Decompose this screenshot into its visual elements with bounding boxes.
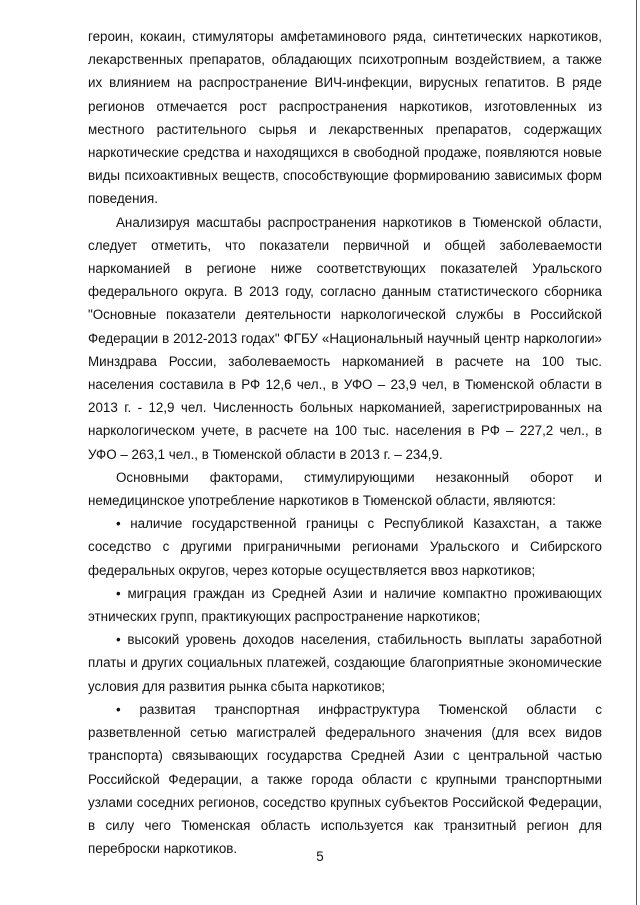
page-number: 5	[316, 849, 324, 864]
paragraph-continuation: героин, кокаин, стимуляторы амфетаминового ряда, синтетических наркотиков, лекарственных препаратов, обладающих психотропным воздействием, а также их влиянием на распространение ВИЧ-инфекции, вирусных гепатитов. В ряде регионов отмечается рост распространения наркотиков, изготовленных из местного растительного сырья и лекарственных препаратов, содержащих наркотические средства и находящихся в свободной продаже, появляются новые виды психоактивных веществ, способствующие формированию зависимых форм поведения.	[88, 29, 602, 207]
document-body	[88, 25, 602, 860]
list-item-border: • наличие государственной границы с Республикой Казахстан, а также соседство с другими приграничными регионами Уральского и Сибирского федеральных округов, через которые осуществляется ввоз наркотиков;	[88, 516, 602, 578]
paragraph-factors-intro: Основными факторами, стимулирующими незаконный оборот и немедицинское употребление наркотиков в Тюменской области, являются:	[88, 469, 602, 509]
scan-edge-line	[636, 0, 637, 905]
list-item-income: • высокий уровень доходов населения, стабильность выплаты заработной платы и других социальных платежей, создающие благоприятные экономические условия для развития рынка сбыта наркотиков;	[88, 632, 602, 694]
list-item-migration: • миграция граждан из Средней Азии и наличие компактно проживающих этнических групп, практикующих распространение наркотиков;	[88, 585, 602, 625]
paragraph-analysis: Анализируя масштабы распространения наркотиков в Тюменской области, следует отметить, что показатели первичной и общей заболеваемости наркоманией в регионе ниже соответствующих показателей Уральского федерального округа. В 2013 году, согласно данным статистического сборника "Основные показатели деятельности наркологической службы в Российской Федерации в 2012-2013 годах" ФГБУ «Национальный научный центр наркологии» Минздрава России, заболеваемость наркоманией в расчете на 100 тыс. населения составила в РФ 12,6 чел., в УФО – 23,9 чел, в Тюменской области в 2013 г. - 12,9 чел. Численность больных наркоманией, зарегистрированных на наркологическом учете, в расчете на 100 тыс. населения в РФ – 227,2 чел., в УФО – 263,1 чел., в Тюменской области в 2013 г. – 234,9.	[88, 214, 602, 462]
list-item-transport: • развитая транспортная инфраструктура Тюменской области с разветвленной сетью магистралей федерального значения (для всех видов транспорта) связывающих государства Средней Азии с центральной частью Российской Федерации, а также города области с крупными транспортными узлами соседних регионов, соседство крупных субъектов Российской Федерации, в силу чего Тюменская область используется как транзитный регион для переброски наркотиков.	[88, 701, 602, 857]
